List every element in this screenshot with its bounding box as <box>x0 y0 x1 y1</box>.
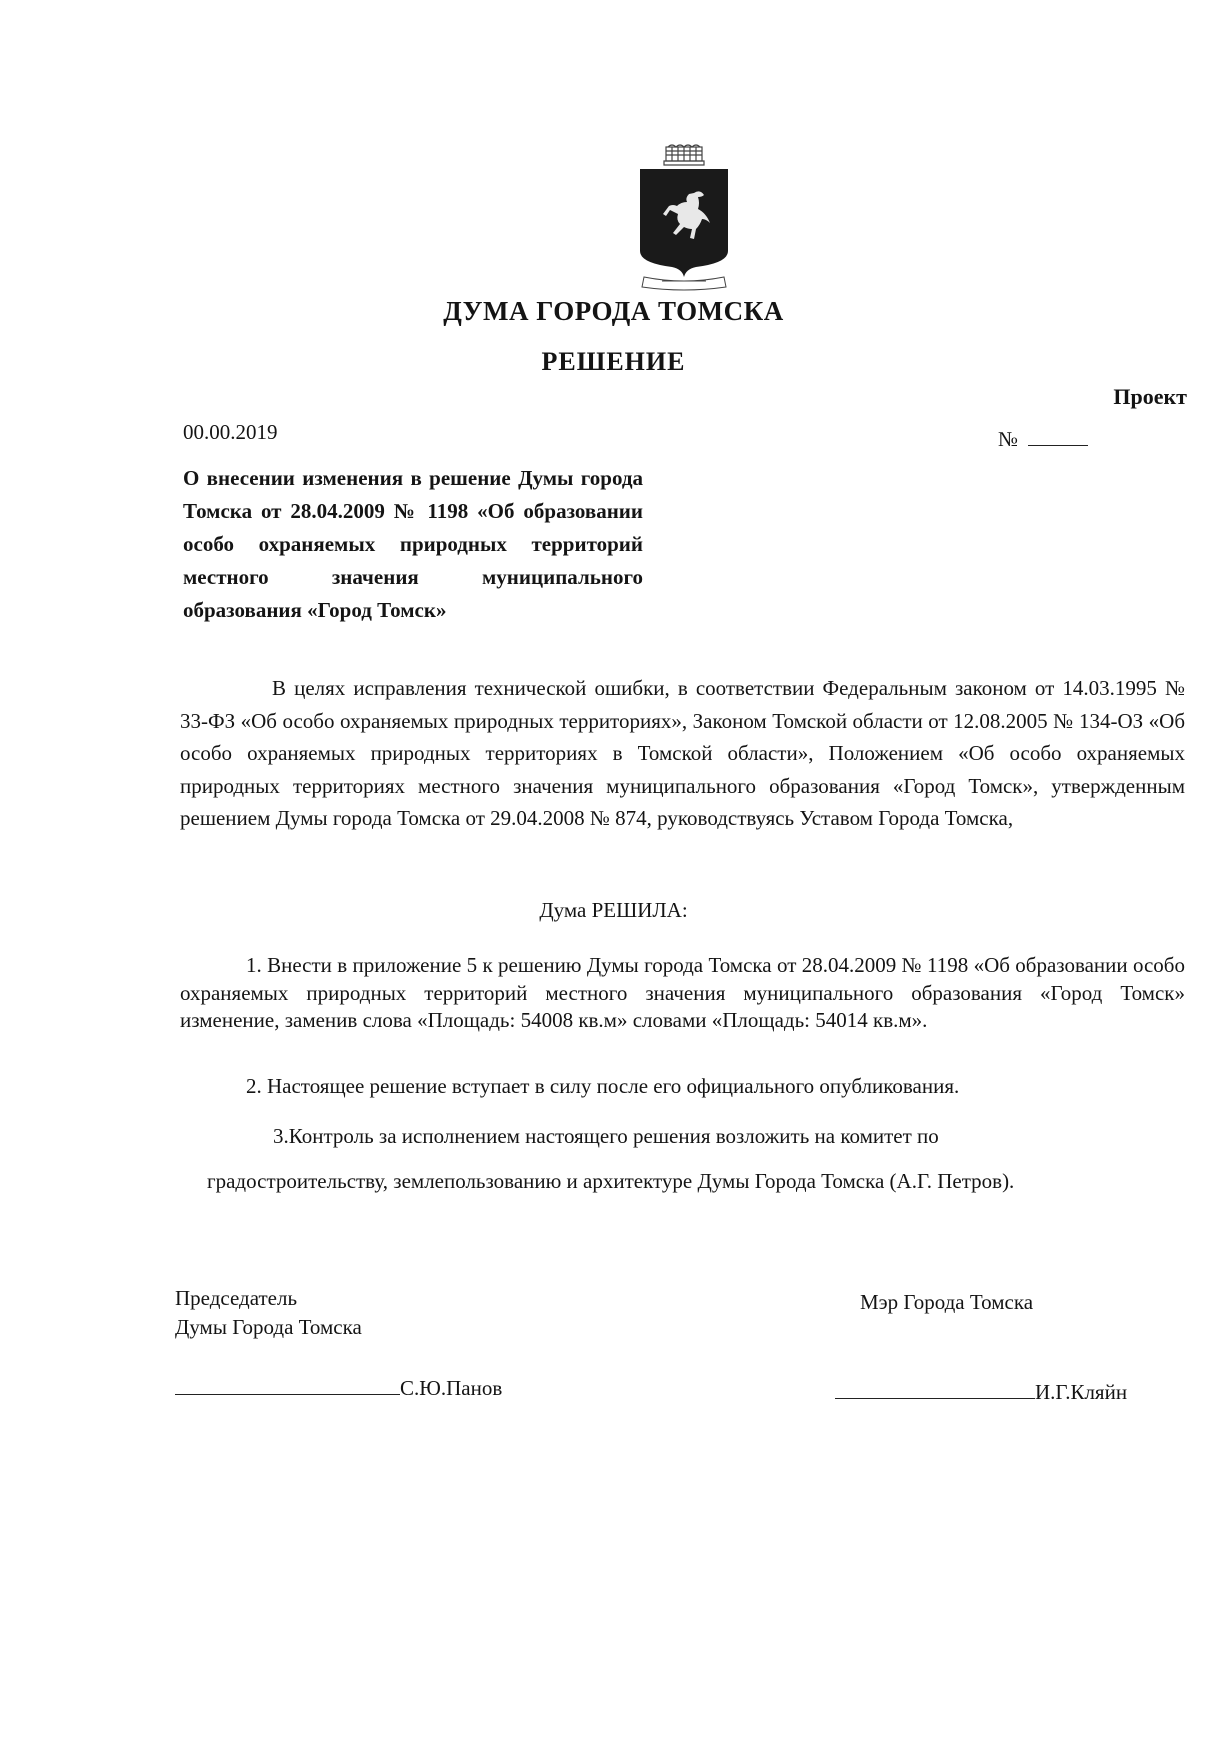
resolved-statement: Дума РЕШИЛА: <box>539 898 688 922</box>
document-type: РЕШЕНИЕ <box>541 347 686 376</box>
organization-title: ДУМА ГОРОДА ТОМСКА <box>443 296 784 326</box>
number-label: № <box>998 427 1019 451</box>
item-3-continuation: градостроительству, землепользованию и архитектуре Думы Города Томска (А.Г. Петров). <box>207 1169 1015 1193</box>
signature-line <box>175 1374 400 1395</box>
chairman-signature <box>175 1374 502 1401</box>
chairman-name: С.Ю.Панов <box>400 1376 503 1400</box>
item-1: 1. Внести в приложение 5 к решению Думы города Томска от 28.04.2009 № 1198 «Об образовании особо охраняемых природных территорий местного значения муниципального образования «Город Томск» изменение, заменив слова «Площадь: 54008 кв.м» словами «Площадь: 54014 кв.м». <box>180 953 1185 1032</box>
mayor-signature <box>835 1378 1127 1405</box>
document-number <box>998 427 1088 452</box>
document-date: 00.00.2019 <box>183 420 278 444</box>
draft-label: Проект <box>1113 384 1187 409</box>
chairman-title <box>175 1284 362 1342</box>
chairman-title-line1: Председатель <box>175 1286 298 1310</box>
tomsk-coat-of-arms-icon <box>636 143 732 293</box>
signature-line <box>835 1378 1035 1399</box>
chairman-title-line2: Думы Города Томска <box>175 1315 362 1339</box>
item-3 <box>207 1114 1182 1204</box>
mayor-name: И.Г.Кляйн <box>1035 1380 1128 1404</box>
item-3-text: 3.Контроль за исполнением настоящего решения возложить на комитет по <box>273 1124 939 1148</box>
document-heading: О внесении изменения в решение Думы города Томска от 28.04.2009 № 1198 «Об образовании особо охраняемых природных территорий местного значения муниципального образования «Город Томск» <box>183 466 643 622</box>
mayor-title: Мэр Города Томска <box>860 1290 1034 1314</box>
number-blank <box>1028 427 1088 446</box>
intro-paragraph: В целях исправления технической ошибки, в соответствии Федеральным законом от 14.03.1995 № 33-ФЗ «Об особо охраняемых природных территориях», Законом Томской области от 12.08.2005 № 134-ОЗ «Об особо охраняемых природных территориях в Томской области», Положением «Об особо охраняемых природных территориях местного значения муниципального образования «Город Томск», утвержденным решением Думы города Томска от 29.04.2008 № 874, руководствуясь Уставом Города Томска, <box>180 676 1185 830</box>
item-2: 2. Настоящее решение вступает в силу после его официального опубликования. <box>246 1074 960 1098</box>
